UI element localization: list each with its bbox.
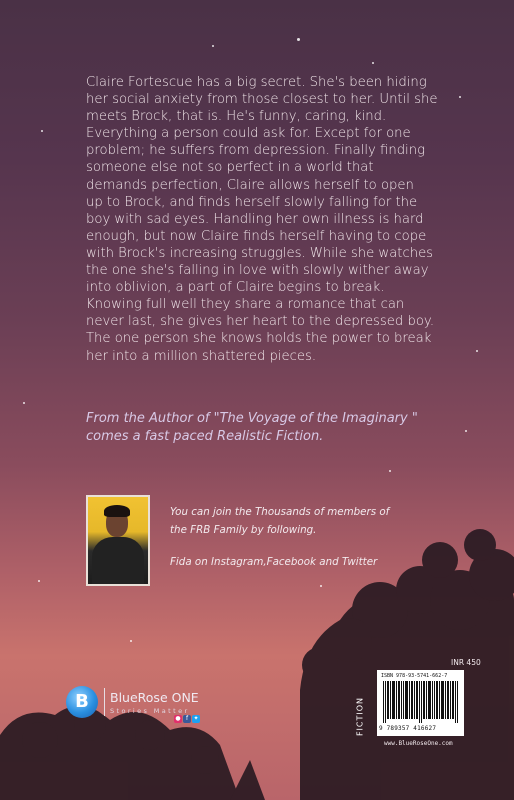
blurb-line: her social anxiety from those closest to her. Until she [86,92,438,108]
blurb-line: demands perfection, Claire allows herself to open [86,177,414,193]
isbn-barcode [377,670,464,736]
blurb-line: The one person she knows holds the power to break [86,331,432,347]
facebook-icon: f [183,715,191,723]
blurb-line: enough, but now Claire finds herself having to cope [86,228,427,244]
blurb-line: the one she's falling in love with slowly wither away [86,263,429,279]
twitter-icon: ✦ [193,715,199,722]
book-blurb [86,74,442,365]
publisher-website: www.BlueRoseOne.com [384,740,453,747]
instagram-icon: ● [175,715,181,722]
publisher-logo-mark: B [66,686,98,718]
blurb-line: never last, she gives her heart to the depressed boy. [86,314,435,330]
barcode-bars [383,681,459,723]
blurb-line: her into a million shattered pieces. [86,348,317,364]
blurb-line: problem; he suffers from depression. Finally finding [86,143,425,159]
publisher-social-icons [174,714,201,723]
blurb-line: Knowing full well they share a romance that can [86,297,405,313]
isbn-number: ISBN 978-93-5741-662-7 [381,673,448,679]
publisher-name: BlueRose ONE [110,690,199,705]
join-line-1: You can join the Thousands of members of [170,506,390,518]
author-tagline [86,410,446,446]
blurb-line: with Brock's increasing struggles. While she watches [86,245,434,261]
author-follow-text [170,503,430,571]
tagline-line-1: From the Author of "The Voyage of the Imaginary " [86,411,418,426]
tagline-line-2: comes a fast paced Realistic Fiction. [86,429,324,444]
join-line-2: the FRB Family by following. [170,524,317,536]
price-label: INR 450 [451,658,481,667]
blurb-line: Claire Fortescue has a big secret. She's been hiding [86,75,427,90]
blurb-line: into oblivion, a part of Claire begins to break. [86,280,385,296]
publisher-logo [66,686,216,724]
blurb-line: up to Brock, and finds herself slowly falling for the [86,194,418,210]
blurb-line: meets Brock, that is. He's funny, caring, kind. [86,109,387,125]
author-photo [86,495,150,586]
barcode-digits: 9 789357 416627 [379,725,437,732]
publisher-tagline: Stories Matter [110,707,190,715]
genre-label: FICTION [355,696,365,737]
blurb-line: someone else not so perfect in a world that [86,160,374,176]
blurb-line: Everything a person could ask for. Except for one [86,126,411,142]
blurb-line: boy with sad eyes. Handling her own illness is hard [86,211,424,227]
social-handles-line: Fida on Instagram,Facebook and Twitter [170,556,378,568]
logo-divider [104,688,105,716]
